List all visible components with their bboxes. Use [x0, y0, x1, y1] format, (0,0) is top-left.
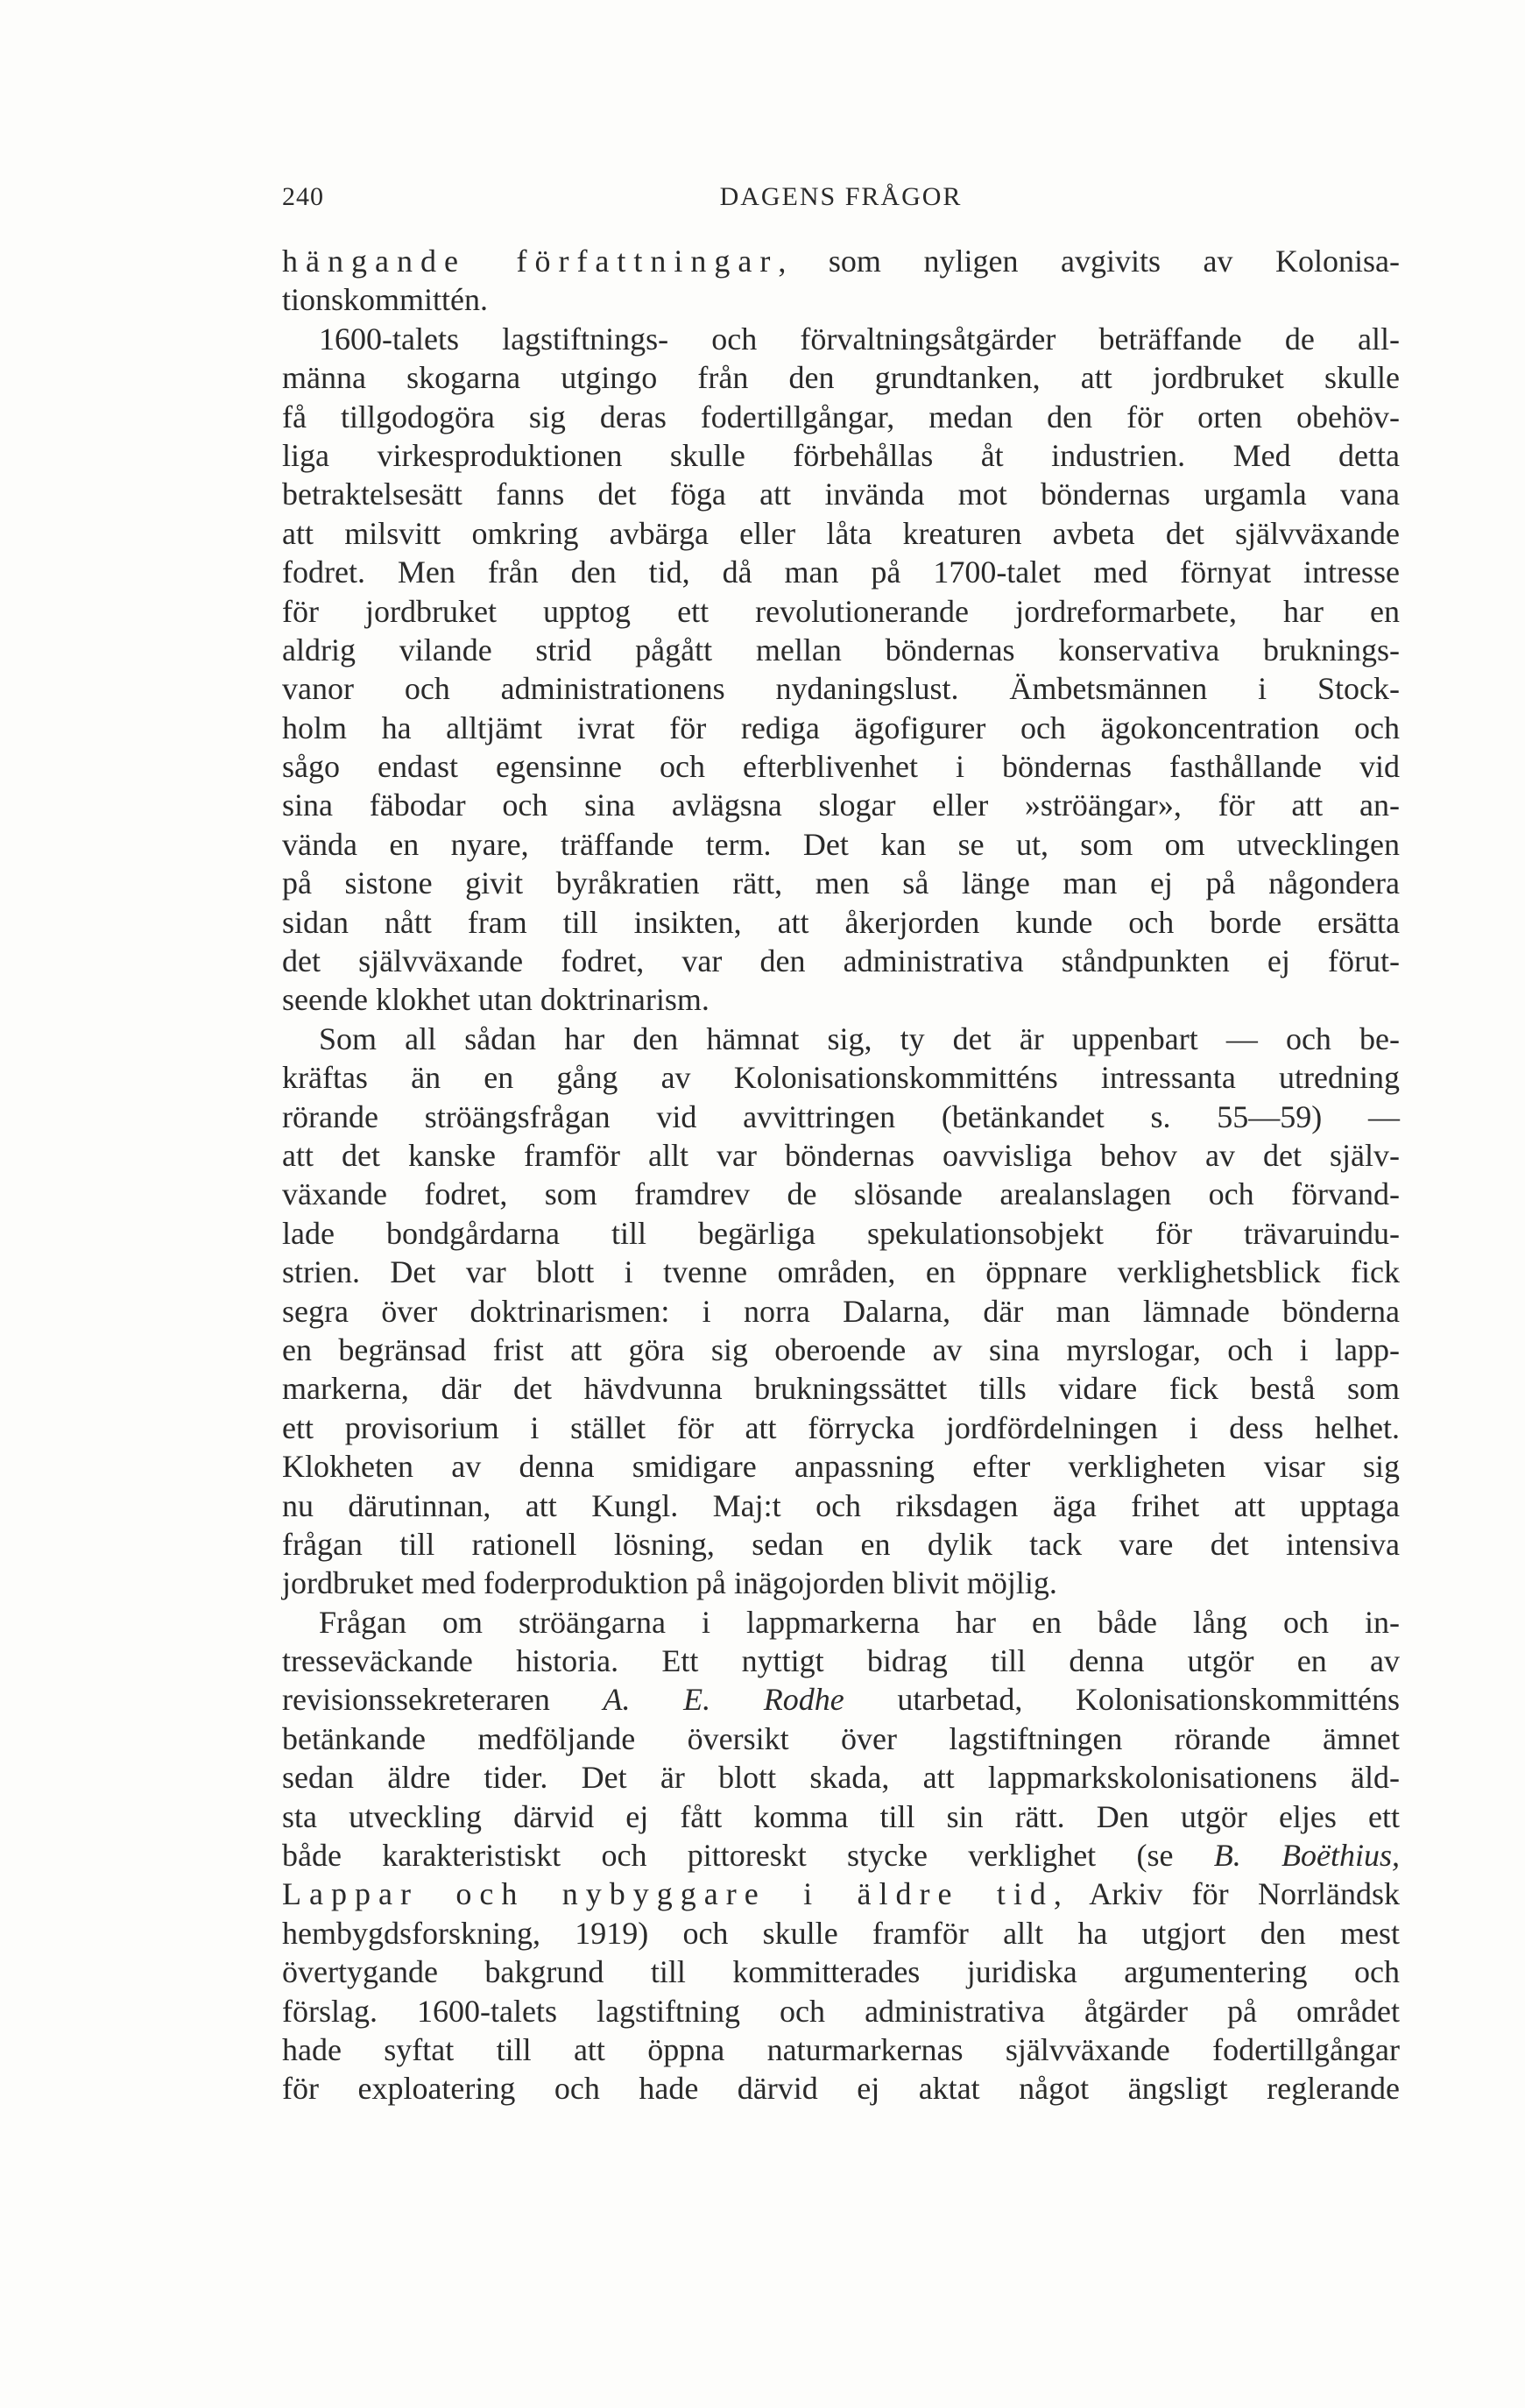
text-line: [282, 942, 1400, 980]
text-segment: växande fodret, som framdrev de slösande arealanslagen och förvand-: [282, 1176, 1400, 1212]
text-line: [282, 436, 1400, 475]
spaced-emphasis: hängande författningar: [282, 244, 779, 279]
text-line: [282, 1564, 1400, 1602]
text-line: [282, 1680, 1400, 1719]
text-segment: det självväxande fodret, var den administrativa ståndpunkten ej förut-: [282, 943, 1400, 979]
text-line: [282, 592, 1400, 631]
text-segment: , Arkiv för Norrländsk: [1053, 1876, 1400, 1912]
text-line: [282, 864, 1400, 902]
text-segment: att milsvitt omkring avbärga eller låta kreaturen avbeta det självväxande: [282, 515, 1400, 551]
text-segment: få tillgodogöra sig deras fodertillgångar, medan den för orten obehöv-: [282, 399, 1400, 434]
text-segment: en begränsad frist att göra sig oberoende av sina myrslogar, och i lapp-: [282, 1331, 1400, 1367]
text-line: [282, 1098, 1400, 1136]
text-segment: betraktelsesätt fanns det föga att invända mot böndernas urgamla vana: [282, 477, 1400, 512]
text-segment: vanor och administrationens nydaningslust. Ämbetsmännen i Stock-: [282, 671, 1400, 707]
text-segment: på sistone givit byråkratien rätt, men så länge man ej på någondera: [282, 865, 1400, 901]
text-line: [282, 1058, 1400, 1097]
text-line: [282, 1214, 1400, 1253]
text-line: [282, 1719, 1400, 1758]
text-segment: betänkande medföljande översikt över lagstiftningen rörande ämnet: [282, 1720, 1400, 1756]
text-line: [282, 1409, 1400, 1447]
text-line: [282, 1525, 1400, 1564]
text-segment: både karakteristiskt och pittoreskt stycke verklighet (se: [282, 1838, 1214, 1874]
text-segment: ett provisorium i stället för att förrycka jordfördelningen i dess helhet.: [282, 1409, 1400, 1445]
text-line: [282, 475, 1400, 513]
text-line: [282, 709, 1400, 747]
text-segment: tresseväckande historia. Ett nyttigt bidrag till denna utgör en av: [282, 1643, 1400, 1679]
text-line: [282, 1914, 1400, 1953]
text-segment: sedan äldre tider. Det är blott skada, att lappmarkskolonisationens äld-: [282, 1760, 1400, 1796]
page-number: 240: [282, 182, 324, 211]
text-segment: lade bondgårdarna till begärliga spekulationsobjekt för trävaruindu-: [282, 1215, 1400, 1251]
text-line: [282, 1836, 1400, 1875]
text-segment: tionskommittén.: [282, 282, 489, 318]
text-line: [282, 358, 1400, 397]
text-segment: sta utveckling därvid ej fått komma till sin rätt. Den utgör eljes ett: [282, 1798, 1400, 1834]
text-segment: Frågan om ströängarna i lappmarkerna har en både lång och in-: [319, 1604, 1400, 1640]
text-line: [282, 398, 1400, 436]
text-segment: vända en nyare, träffande term. Det kan se ut, som om utvecklingen: [282, 826, 1400, 862]
text-line: [282, 825, 1400, 864]
text-segment: segra över doktrinarismen: i norra Dalarna, där man lämnade bönderna: [282, 1293, 1400, 1329]
text-line: [282, 669, 1400, 708]
text-line: [282, 747, 1400, 786]
text-segment: 1600-talets lagstiftnings- och förvaltningsåtgärder beträffande de all-: [319, 321, 1400, 357]
text-segment: sågo endast egensinne och efterblivenhet i böndernas fasthållande vid: [282, 749, 1400, 785]
text-segment: frågan till rationell lösning, sedan en dylik tack vare det intensiva: [282, 1526, 1400, 1562]
text-segment: revisionssekreteraren: [282, 1682, 604, 1718]
text-line: [282, 320, 1400, 358]
text-segment: sidan nått fram till insikten, att åkerjorden kunde och borde ersätta: [282, 904, 1400, 940]
text-line: [282, 280, 1400, 319]
text-line: [282, 1603, 1400, 1642]
text-segment: liga virkesproduktionen skulle förbehållas åt industrien. Med detta: [282, 437, 1400, 473]
text-line: [282, 980, 1400, 1019]
text-line: [282, 2030, 1400, 2069]
text-line: [282, 786, 1400, 824]
text-segment: hembygdsforskning, 1919) och skulle framför allt ha utgjort den mest: [282, 1915, 1400, 1951]
text-segment: holm ha alltjämt ivrat för rediga ägofigurer och ägokoncentration och: [282, 710, 1400, 745]
italic-text: B. Boëthius,: [1213, 1838, 1400, 1874]
text-segment: , som nyligen avgivits av Kolonisa-: [778, 244, 1400, 279]
text-line: [282, 1642, 1400, 1680]
text-segment: att det kanske framför allt var böndernas oavvisliga behov av det själv-: [282, 1137, 1400, 1173]
text-line: [282, 1758, 1400, 1797]
text-segment: kräftas än en gång av Kolonisationskommitténs intressanta utredning: [282, 1060, 1400, 1096]
text-line: [282, 1486, 1400, 1525]
text-line: [282, 1797, 1400, 1836]
text-segment: aldrig vilande strid pågått mellan böndernas konservativa bruknings-: [282, 632, 1400, 667]
text-segment: rörande ströängsfrågan vid avvittringen (betänkandet s. 55—59) —: [282, 1098, 1400, 1134]
body-text: [282, 242, 1400, 2108]
page-header: [282, 182, 1400, 217]
text-line: [282, 1020, 1400, 1058]
text-line: [282, 2069, 1400, 2108]
text-segment: sina fäbodar och sina avlägsna slogar eller »ströängar», för att an-: [282, 787, 1400, 823]
text-line: [282, 1292, 1400, 1331]
text-segment: seende klokhet utan doktrinarism.: [282, 982, 710, 1018]
text-line: [282, 1369, 1400, 1408]
text-segment: strien. Det var blott i tvenne områden, en öppnare verklighetsblick fick: [282, 1254, 1400, 1290]
text-segment: utarbetad, Kolonisationskommitténs: [844, 1682, 1400, 1718]
text-segment: för jordbruket upptog ett revolutionerande jordreformarbete, har en: [282, 593, 1400, 629]
text-line: [282, 1253, 1400, 1291]
text-line: [282, 631, 1400, 669]
text-segment: nu därutinnan, att Kungl. Maj:t och riksdagen äga frihet att upptaga: [282, 1487, 1400, 1523]
text-segment: markerna, där det hävdvunna brukningssättet tills vidare fick bestå som: [282, 1371, 1400, 1407]
text-line: [282, 242, 1400, 280]
text-segment: hade syftat till att öppna naturmarkernas självväxande fodertillgångar: [282, 2031, 1400, 2067]
text-segment: för exploatering och hade därvid ej aktat något ängsligt reglerande: [282, 2071, 1400, 2107]
text-line: [282, 514, 1400, 553]
italic-text: A. E. Rodhe: [603, 1682, 844, 1718]
spaced-emphasis: Lappar och nybyggare i äldre tid: [282, 1876, 1054, 1912]
text-line: [282, 1136, 1400, 1175]
text-line: [282, 1331, 1400, 1369]
text-line: [282, 553, 1400, 591]
running-title: DAGENS FRÅGOR: [719, 182, 963, 211]
text-segment: fodret. Men från den tid, då man på 1700-talet med förnyat intresse: [282, 554, 1400, 590]
text-segment: männa skogarna utgingo från den grundtanken, att jordbruket skulle: [282, 360, 1400, 396]
text-segment: Som all sådan har den hämnat sig, ty det är uppenbart — och be-: [319, 1020, 1400, 1056]
text-line: [282, 903, 1400, 942]
text-line: [282, 1953, 1400, 1991]
text-segment: jordbruket med foderproduktion på inägojorden blivit möjlig.: [282, 1565, 1057, 1601]
text-segment: övertygande bakgrund till kommitterades juridiska argumentering och: [282, 1954, 1400, 1990]
text-line: [282, 1875, 1400, 1913]
text-segment: förslag. 1600-talets lagstiftning och administrativa åtgärder på området: [282, 1993, 1400, 2029]
text-segment: Klokheten av denna smidigare anpassning efter verkligheten visar sig: [282, 1449, 1400, 1485]
text-line: [282, 1175, 1400, 1213]
text-line: [282, 1992, 1400, 2030]
text-line: [282, 1447, 1400, 1486]
